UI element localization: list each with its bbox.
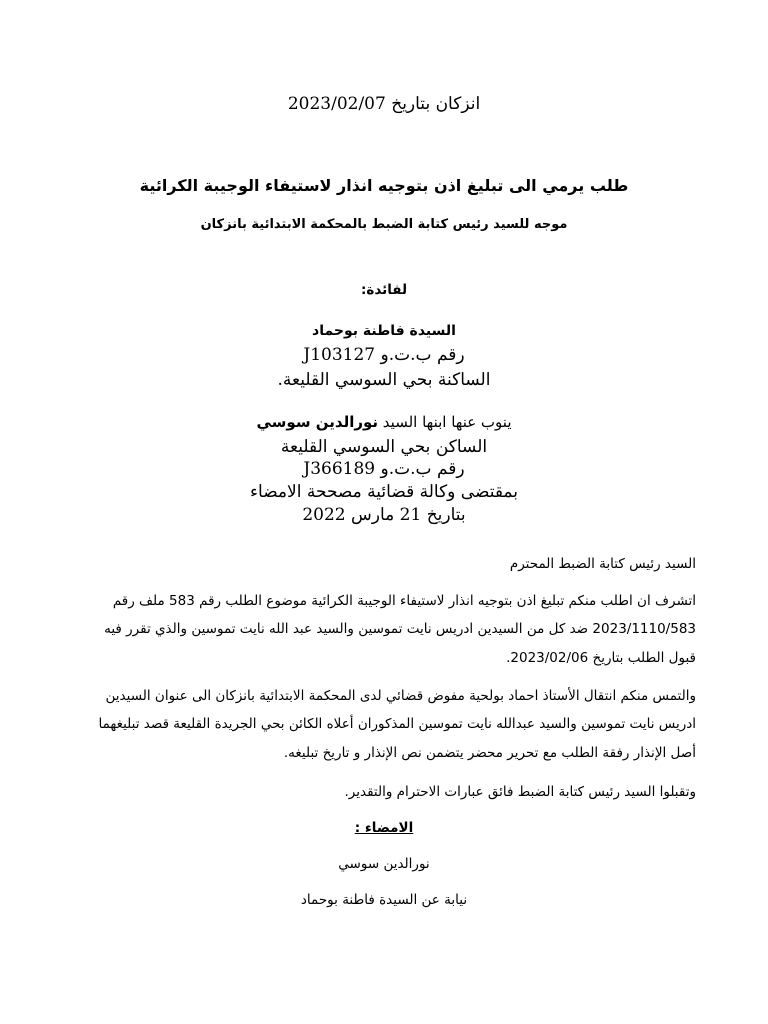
closing-line: وتقبلوا السيد رئيس كتابة الضبط فائق عبارات الاحترام والتقدير.	[344, 784, 696, 800]
beneficiary-heading: لفائدة:	[360, 282, 408, 298]
salutation: السيد رئيس كتابة الضبط المحترم	[509, 556, 696, 572]
proxy-statement: بمقتضى وكالة قضائية مصححة الامضاء	[250, 482, 518, 502]
signature-label: الامضاء :	[354, 820, 414, 836]
proxy-date: بتاريخ 21 مارس 2022	[302, 505, 466, 525]
document-title: طلب يرمي الى تبليغ اذن بتوجيه انذار لاستيفاء الوجيبة الكرائية	[139, 176, 629, 195]
paragraph-2-line-3: أصل الإنذار رفقة الطلب مع تحرير محضر يتضمن نص الإنذار و تاريخ تبليغه.	[283, 745, 696, 761]
beneficiary-name: السيدة فاطنة بوحماد	[312, 323, 456, 339]
paragraph-1-line-2: 2023/1110/583 ضد كل من السيدين ادريس نايت تموسين والسيد عبد الله نايت تموسين والذي تقرر فيه	[104, 621, 696, 637]
place-date: انزكان بتاريخ 2023/02/07	[287, 94, 481, 114]
paragraph-1-line-3: قبول الطلب بتاريخ 2023/02/06.	[506, 650, 696, 666]
beneficiary-residence: الساكنة بحي السوسي القليعة.	[277, 370, 491, 390]
representative-line	[0, 413, 768, 431]
representative-residence: الساكن بحي السوسي القليعة	[280, 437, 488, 457]
paragraph-2-line-1: والتمس منكم انتقال الأستاذ احماد بولحية مفوض قضائي لدى المحكمة الابتدائية بانزكان الى عنوان السيدين	[105, 688, 696, 704]
paragraph-2-line-2: ادريس نايت تموسين والسيد عبدالله نايت تموسين المذكوران أعلاه الكائن بحي الجريدة القليعة قصد تبليغهما	[98, 716, 696, 732]
paragraph-1-line-1: اتشرف ان اطلب منكم تبليغ اذن بتوجيه انذار لاستيفاء الوجيبة الكرائية موضوع الطلب رقم 583 ملف رقم	[112, 593, 696, 609]
representative-id: رقم ب.ت.و J366189	[303, 459, 465, 479]
beneficiary-id: رقم ب.ت.و J103127	[303, 345, 465, 365]
representative-prefix: ينوب عنها ابنها السيد	[378, 413, 512, 431]
document-addressee: موجه للسيد رئيس كتابة الضبط بالمحكمة الابتدائية بانزكان	[200, 217, 568, 232]
signature-on-behalf: نيابة عن السيدة فاطنة بوحماد	[300, 892, 468, 908]
representative-name: نورالدين سوسي	[256, 413, 379, 431]
signature-name: نورالدين سوسي	[338, 856, 430, 872]
